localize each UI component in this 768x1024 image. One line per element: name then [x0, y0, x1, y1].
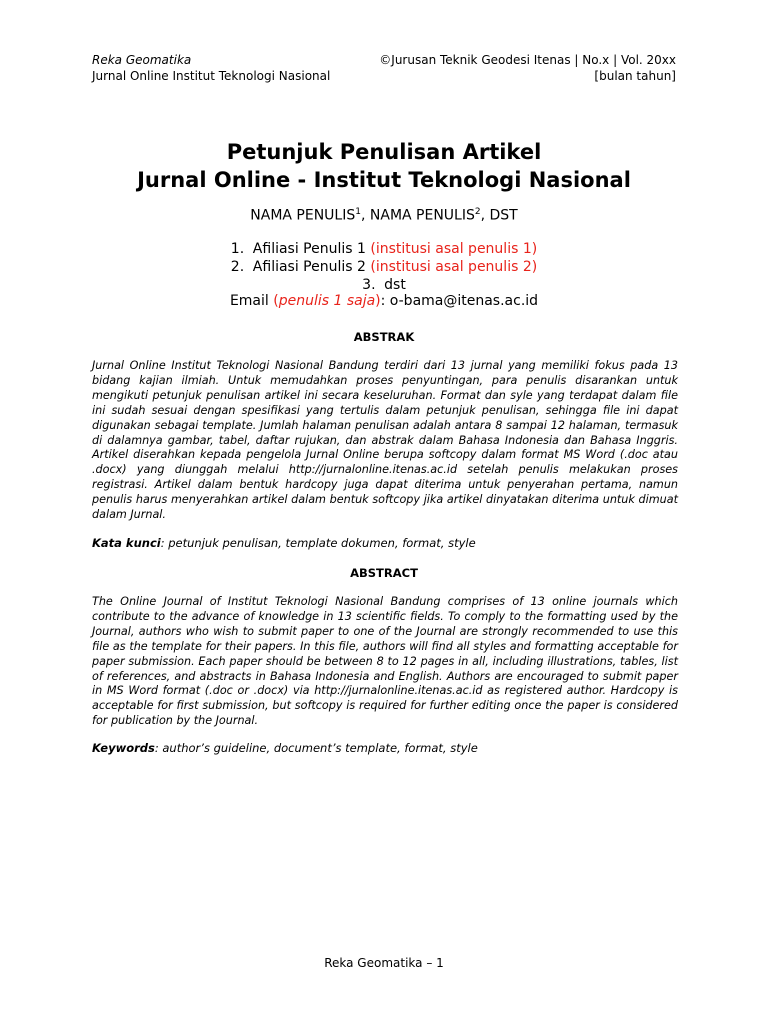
author-1: NAMA PENULIS: [250, 207, 356, 224]
affiliation-item: [0, 240, 768, 258]
affiliation-number: 1.: [230, 241, 245, 257]
title-line-2: Jurnal Online - Institut Teknologi Nasional: [137, 168, 631, 192]
journal-issue: ©Jurusan Teknik Geodesi Itenas | No.x | Vol. 20xx: [379, 53, 676, 67]
affiliation-number: 2.: [230, 259, 245, 275]
kata-kunci: [92, 536, 678, 550]
author-2: NAMA PENULIS: [369, 207, 475, 224]
journal-name: Reka Geomatika: [92, 53, 192, 67]
affiliation-label: Afiliasi Penulis 1: [252, 241, 371, 257]
author-email: [0, 293, 768, 309]
email-paren-open: (: [273, 293, 279, 309]
abstract-heading: ABSTRACT: [350, 566, 418, 580]
journal-subtitle: Jurnal Online Institut Teknologi Nasional: [92, 69, 331, 83]
affiliation-note: (institusi asal penulis 1): [370, 241, 538, 257]
paper-title: [0, 138, 768, 194]
journal-date: [bulan tahun]: [594, 69, 676, 83]
author-2-affil: 2: [474, 207, 481, 217]
email-paren-close: ): [375, 293, 381, 309]
author-1-affil: 1: [355, 207, 361, 217]
abstract-body: The Online Journal of Institut Teknologi Nasional Bandung comprises of 13 online journals which contribute to the advance of knowledge in 13 scientific fields. To comply to the formatting used by the Journal, authors who wish to submit paper to one of the Journal are strongly recommended to use this file as the template for their papers. In this file, authors will find all styles and formatting acceptable for paper submission. Each paper should be between 8 to 12 pages in all, including illustrations, tables, list of references, and abstracts in Bahasa Indonesia and English. Authors are encouraged to submit paper in MS Word format (.doc or .docx) via http://jurnalonline.itenas.ac.id as registered author. Hardcopy is acceptable for first submission, but softcopy is required for further editing once the paper is considered for publication by the Journal.: [92, 595, 678, 728]
keywords-value: : author’s guideline, document’s template, format, style: [154, 741, 478, 755]
affiliation-note: (institusi asal penulis 2): [370, 259, 538, 275]
email-value: : o-bama@itenas.ac.id: [380, 293, 539, 309]
email-label: Email: [229, 293, 274, 309]
page-footer: Reka Geomatika – 1: [324, 956, 444, 970]
keywords-label: Keywords: [92, 741, 155, 755]
affiliation-number: 3.: [362, 277, 376, 293]
keywords: [92, 741, 678, 755]
author-sep: ,: [360, 207, 370, 224]
affiliation-list: [0, 240, 768, 294]
affiliation-item: [0, 276, 768, 294]
abstrak-body: Jurnal Online Institut Teknologi Nasional Bandung terdiri dari 13 jurnal yang memiliki fokus pada 13 bidang kajian ilmiah. Untuk memudahkan proses penyuntingan, para penulis disarankan untuk mengikuti petunjuk penulisan artikel ini secara keseluruhan. Format dan syle yang terdapat dalam file ini sudah sesuai dengan spesifikasi yang tertulis dalam petunjuk penulisan, sehingga file ini dapat digunakan sebagai template. Jumlah halaman penulisan adalah antara 8 sampai 12 halaman, termasuk di dalamnya gambar, tabel, daftar rujukan, dan abstrak dalam Bahasa Indonesia dan Bahasa Inggris. Artikel diserahkan kepada pengelola Jurnal Online berupa softcopy dalam format MS Word (.doc atau .docx) yang diunggah melalui http://jurnalonline.itenas.ac.id setelah penulis melakukan proses registrasi. Artikel dalam bentuk hardcopy juga dapat diterima untuk penyerahan pertama, namun penulis harus menyerahkan artikel dalam bentuk softcopy jika artikel dinyatakan diterima untuk dimuat dalam Jurnal.: [92, 359, 678, 522]
affiliation-label: Afiliasi Penulis 2: [252, 259, 371, 275]
running-header-right: [379, 52, 676, 84]
kata-kunci-label: Kata kunci: [92, 536, 161, 550]
author-rest: , DST: [480, 207, 518, 224]
running-header-left: [92, 52, 330, 84]
affiliation-item: [0, 258, 768, 276]
affiliation-label: dst: [384, 277, 406, 293]
title-line-1: Petunjuk Penulisan Artikel: [226, 140, 542, 164]
email-note: penulis 1 saja: [278, 293, 376, 309]
kata-kunci-value: : petunjuk penulisan, template dokumen, format, style: [160, 536, 476, 550]
abstrak-heading: ABSTRAK: [353, 330, 415, 344]
author-list: [0, 207, 768, 224]
